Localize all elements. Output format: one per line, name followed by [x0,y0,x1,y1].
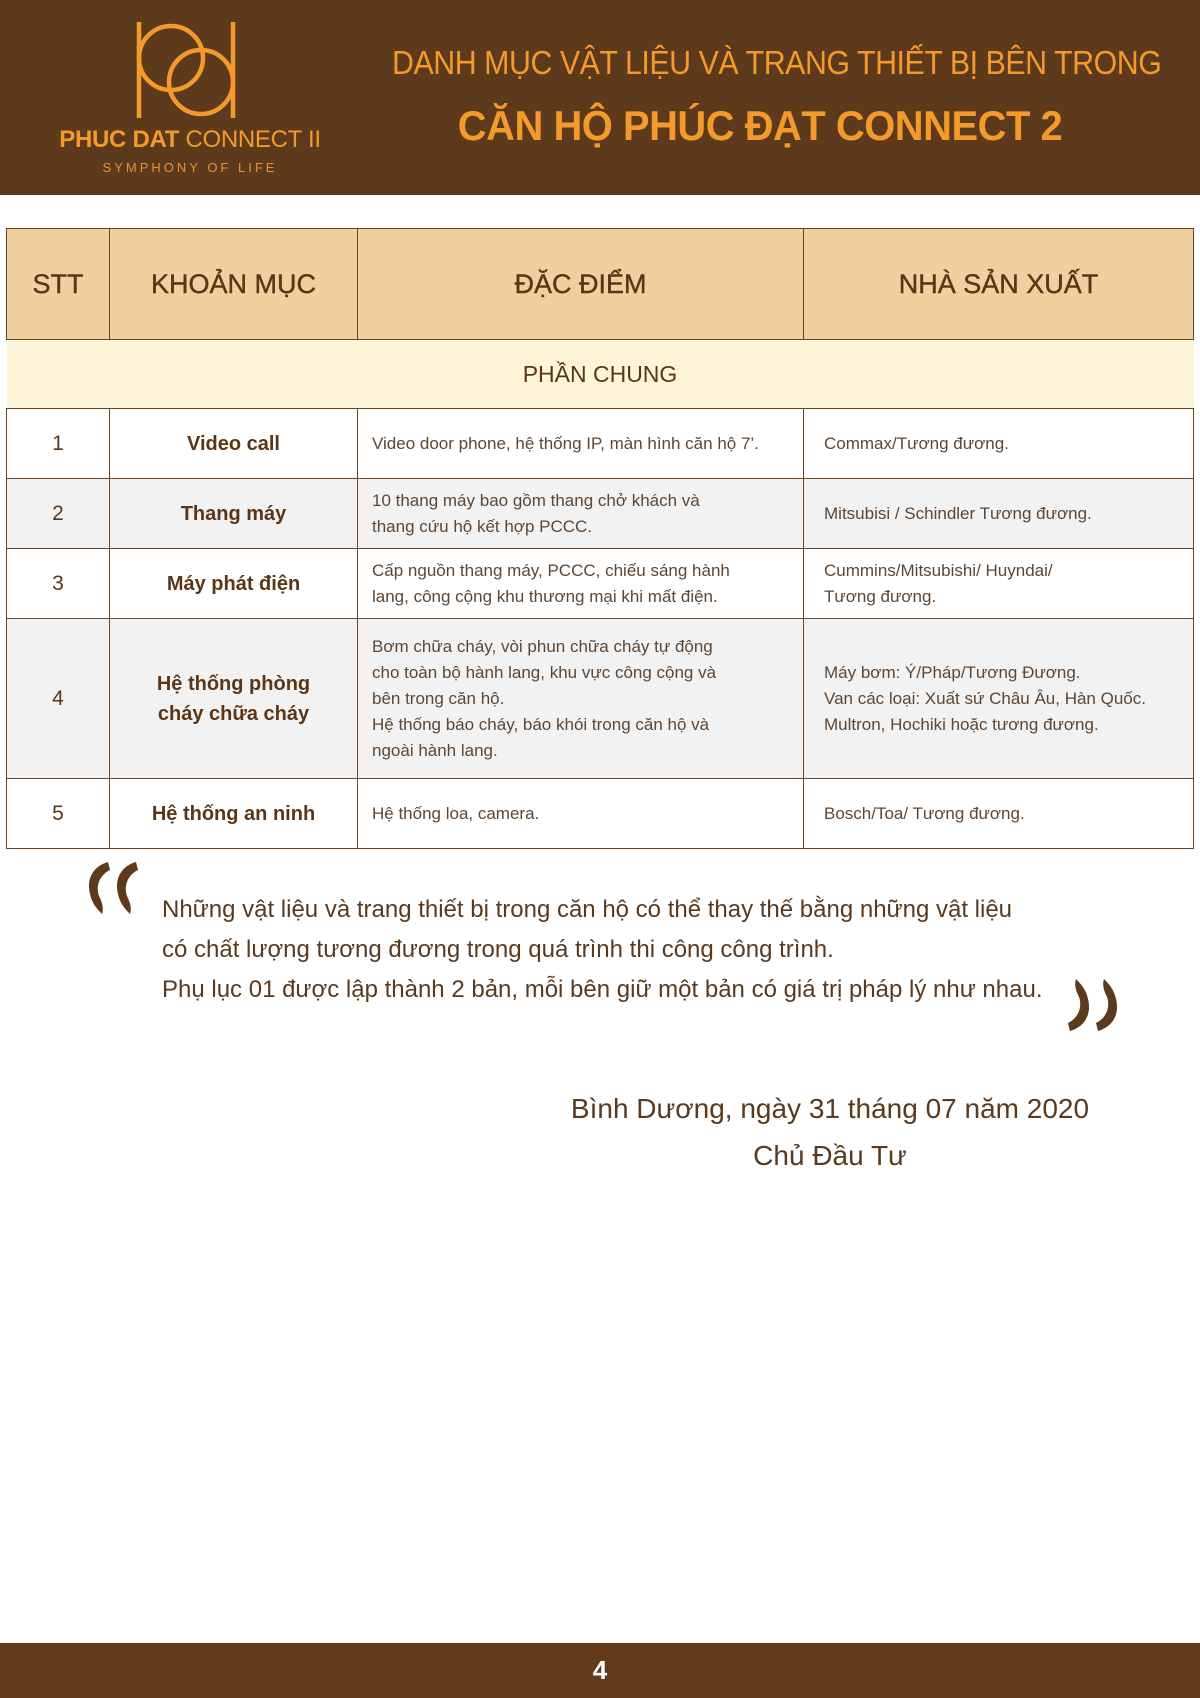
cell-description-line: ngoài hành lang. [372,740,498,760]
page-number: 4 [592,1655,608,1685]
cell-description [358,409,804,479]
cell-item-line: Máy phát điện [166,572,301,595]
brand-name-bold: PHUC DAT [59,126,180,153]
cell-manufacturer [804,779,1194,849]
quote-open-icon [86,858,142,918]
cell-stt: 1 [7,409,110,479]
signature-role: Chủ Đầu Tư [753,1140,907,1171]
cell-manufacturer [804,549,1194,619]
column-header-item: KHOẢN MỤC [110,229,358,340]
cell-stt: 3 [7,549,110,619]
cell-stt: 2 [7,479,110,549]
cell-manufacturer-line: Mitsubisi / Schindler Tương đương. [824,503,1092,523]
cell-manufacturer-line: Multron, Hochiki hoặc tương đương. [824,714,1099,734]
cell-stt: 5 [7,779,110,849]
note-text [162,890,1062,1010]
note-line: Phụ lục 01 được lập thành 2 bản, mỗi bên giữ một bản có giá trị pháp lý như nhau. [162,976,1043,1003]
cell-description-line: 10 thang máy bao gồm thang chở khách và [372,490,700,510]
cell-description [358,479,804,549]
section-row [7,340,1194,409]
cell-manufacturer-line: Tương đương. [824,586,937,606]
cell-description [358,779,804,849]
cell-item [110,549,358,619]
table-header-row [7,229,1194,340]
signature-place-date: Bình Dương, ngày 31 tháng 07 năm 2020 [570,1093,1090,1124]
table-row [7,779,1194,849]
cell-item-line: Hệ thống phòng [156,672,311,695]
cell-description-line: Hệ thống báo cháy, báo khói trong căn hộ và [372,714,710,734]
cell-description-line: Bơm chữa cháy, vòi phun chữa cháy tự động [372,636,713,656]
cell-description-line: Cấp nguồn thang máy, PCCC, chiếu sáng hành [372,560,730,580]
table-row [7,619,1194,779]
cell-manufacturer-line: Van các loại: Xuất sứ Châu Âu, Hàn Quốc. [824,688,1146,708]
cell-manufacturer-line: Bosch/Toa/ Tương đương. [824,803,1025,823]
cell-manufacturer-line: Cummins/Mitsubishi/ Huyndai/ [824,560,1053,580]
cell-item-line: Hệ thống an ninh [151,802,316,825]
note-line: Những vật liệu và trang thiết bị trong căn hộ có thể thay thế bằng những vật liệu [162,896,1013,923]
section-label: PHẦN CHUNG [7,340,1194,409]
cell-manufacturer [804,409,1194,479]
cell-item [110,779,358,849]
column-header-manufacturer: NHÀ SẢN XUẤT [804,229,1194,340]
cell-manufacturer-line: Commax/Tương đương. [824,433,1009,453]
cell-manufacturer-line: Máy bơm: Ý/Pháp/Tương Đương. [824,662,1081,682]
cell-item [110,619,358,779]
column-header-description: ĐẶC ĐIỂM [358,229,804,340]
cell-item [110,409,358,479]
note-line: có chất lượng tương đương trong quá trình thi công công trình. [162,936,834,963]
page-header [0,0,1200,195]
cell-item-line: Video call [186,432,280,455]
table-row [7,409,1194,479]
cell-description [358,619,804,779]
quote-close-icon [1064,975,1120,1035]
cell-stt: 4 [7,619,110,779]
cell-description-line: Video door phone, hệ thống IP, màn hình căn hộ 7’. [372,433,759,453]
cell-manufacturer [804,619,1194,779]
brand-name-regular: CONNECT II [185,126,321,153]
cell-description-line: Hệ thống loa, camera. [372,803,540,823]
cell-description-line: lang, công cộng khu thương mại khi mất điện. [372,586,718,606]
cell-description-line: cho toàn bộ hành lang, khu vực công cộng và [372,662,717,682]
cell-item-line: Thang máy [180,502,287,525]
cell-description [358,549,804,619]
pd-monogram-logo-icon [134,20,246,120]
brand-tagline: SYMPHONY OF LIFE [102,160,278,175]
materials-equipment-table [6,228,1194,849]
cell-item [110,479,358,549]
cell-manufacturer [804,479,1194,549]
page-footer [0,1643,1200,1698]
column-header-stt: STT [7,229,110,340]
document-title-line1: DANH MỤC VẬT LIỆU VÀ TRANG THIẾT BỊ BÊN TRONG [392,44,1162,81]
table-row [7,549,1194,619]
brand-name [40,126,340,154]
table-row [7,479,1194,549]
cell-description-line: thang cứu hộ kết hợp PCCC. [372,516,593,536]
cell-item-line: cháy chữa cháy [157,702,310,725]
cell-description-line: bên trong căn hộ. [372,688,505,708]
document-title-line2: CĂN HỘ PHÚC ĐẠT CONNECT 2 [457,102,1063,149]
brand-logo [40,14,340,184]
